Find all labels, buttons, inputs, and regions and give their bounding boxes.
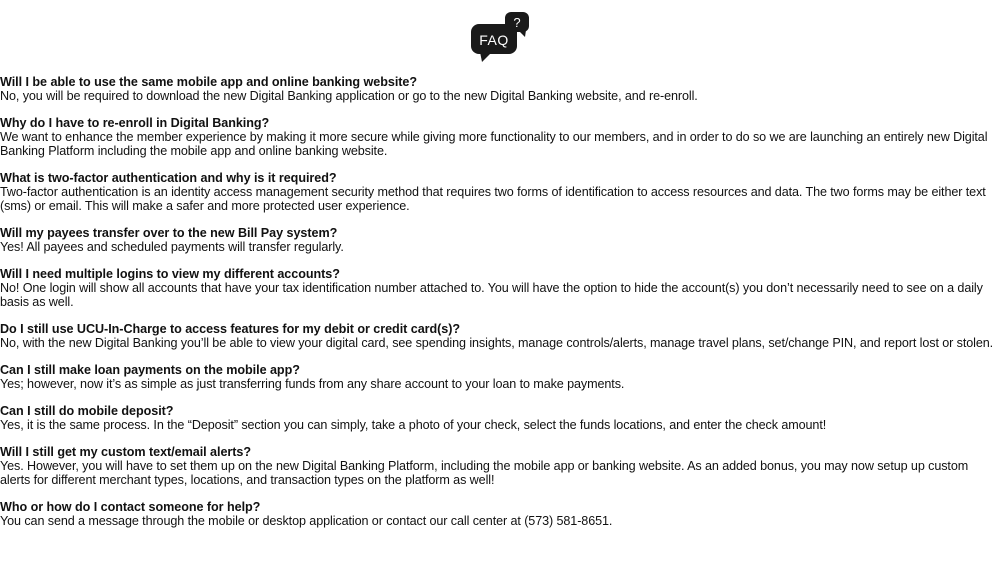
faq-item <box>0 363 1000 391</box>
faq-answer: No, with the new Digital Banking you’ll be able to view your digital card, see spending insights, manage controls/alerts, manage travel plans, set/change PIN, and report lost or stolen. <box>0 336 994 350</box>
faq-answer: No! One login will show all accounts that have your tax identification number attached to. You will have the option to hide the account(s) you don’t necessarily need to see on a daily basis as well. <box>0 281 983 309</box>
faq-item <box>0 500 1000 528</box>
faq-answer: Yes! All payees and scheduled payments will transfer regularly. <box>0 240 344 254</box>
faq-question: Why do I have to re-enroll in Digital Banking? <box>0 116 270 130</box>
faq-logo-text: FAQ <box>479 32 509 48</box>
faq-answer: You can send a message through the mobile or desktop application or contact our call center at (573) 581-8651. <box>0 514 613 528</box>
faq-item <box>0 226 1000 254</box>
faq-answer: We want to enhance the member experience by making it more secure while giving more functionality to our members, and in order to do so we are launching an entirely new Digital Banking Platform including the mobile app and online banking website. <box>0 130 988 158</box>
faq-question: Will my payees transfer over to the new Bill Pay system? <box>0 226 338 240</box>
faq-list <box>0 75 1000 541</box>
faq-question: Will I be able to use the same mobile app and online banking website? <box>0 75 418 89</box>
faq-question: Can I still make loan payments on the mobile app? <box>0 363 300 377</box>
faq-item <box>0 445 1000 487</box>
faq-answer: Yes. However, you will have to set them up on the new Digital Banking Platform, including the mobile app or banking website. As an added bonus, you may now setup up custom alerts for different merchant types, locations, and transaction types on the platform as well! <box>0 459 969 487</box>
faq-item <box>0 171 1000 213</box>
faq-answer: Yes; however, now it’s as simple as just transferring funds from any share account to your loan to make payments. <box>0 377 625 391</box>
faq-item <box>0 404 1000 432</box>
faq-logo <box>468 10 532 64</box>
faq-question: What is two-factor authentication and why is it required? <box>0 171 337 185</box>
faq-bubble-icon <box>468 10 532 64</box>
faq-answer: Two-factor authentication is an identity access management security method that requires two forms of identification to access resources and data. The two forms may be either text (sms) or email. This will make a safer and more protected user experience. <box>0 185 986 213</box>
faq-logo-badge: ? <box>513 15 521 30</box>
faq-question: Will I need multiple logins to view my different accounts? <box>0 267 340 281</box>
faq-answer: No, you will be required to download the new Digital Banking application or go to the new Digital Banking website, and re-enroll. <box>0 89 698 103</box>
faq-question: Can I still do mobile deposit? <box>0 404 174 418</box>
faq-answer: Yes, it is the same process. In the “Deposit” section you can simply, take a photo of your check, select the funds locations, and enter the check amount! <box>0 418 827 432</box>
faq-question: Do I still use UCU-In-Charge to access features for my debit or credit card(s)? <box>0 322 461 336</box>
faq-question: Who or how do I contact someone for help? <box>0 500 261 514</box>
faq-item <box>0 267 1000 309</box>
faq-item <box>0 322 1000 350</box>
faq-item <box>0 116 1000 158</box>
faq-question: Will I still get my custom text/email alerts? <box>0 445 251 459</box>
faq-item <box>0 75 1000 103</box>
